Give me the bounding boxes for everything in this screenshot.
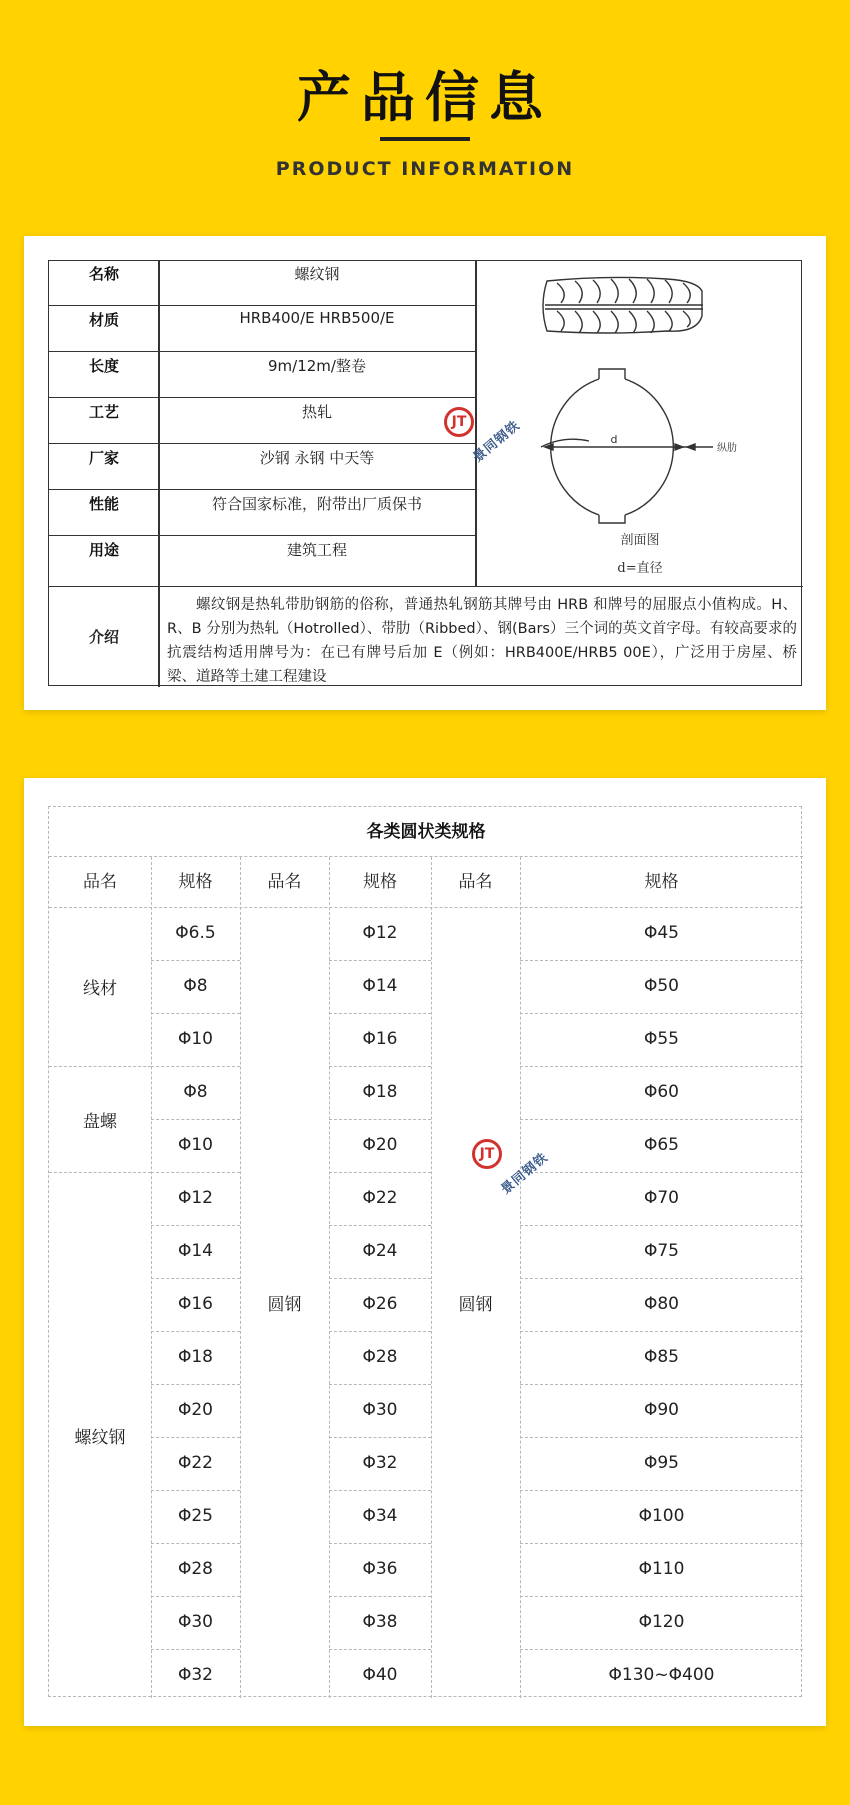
spec-cell: Φ20 — [177, 1400, 213, 1420]
info-label: 性能 — [88, 495, 119, 513]
spec-cell: Φ28 — [177, 1559, 213, 1579]
spec-table — [48, 806, 802, 1697]
info-value: 热轧 — [301, 403, 332, 421]
grid-line — [329, 1278, 431, 1279]
spec-cell: Φ38 — [362, 1612, 398, 1632]
grid-line — [520, 1490, 803, 1491]
grid-line — [520, 1172, 803, 1173]
spec-cell: Φ12 — [362, 923, 398, 943]
spec-cell: Φ14 — [177, 1241, 213, 1261]
grid-line — [151, 1331, 240, 1332]
spec-cell: Φ80 — [643, 1294, 679, 1314]
spec-table-title: 各类圆状类规格 — [49, 807, 803, 857]
brand-logo-text: 景同钢铁 — [470, 418, 524, 466]
info-label: 厂家 — [88, 449, 119, 467]
grid-line — [520, 1119, 803, 1120]
spec-cell: Φ65 — [643, 1135, 679, 1155]
category-cell: 螺纹钢 — [74, 1427, 126, 1448]
product-info-table — [48, 260, 802, 686]
spec-cell: Φ20 — [362, 1135, 398, 1155]
info-value: 符合国家标准，附带出厂质保书 — [211, 495, 422, 513]
grid-line — [520, 1331, 803, 1332]
page-subtitle: PRODUCT INFORMATION — [275, 158, 575, 180]
grid-line — [329, 1013, 431, 1014]
grid-line — [520, 1437, 803, 1438]
category-cell: 线材 — [83, 979, 117, 999]
spec-cell: Φ34 — [362, 1506, 398, 1526]
spec-cell: Φ10 — [177, 1135, 213, 1155]
product-info-card — [24, 236, 826, 710]
spec-cell: Φ30 — [177, 1612, 213, 1632]
spec-cell: Φ30 — [362, 1400, 398, 1420]
spec-cell: Φ40 — [362, 1665, 398, 1685]
spec-cell: Φ32 — [177, 1665, 213, 1685]
info-row — [49, 261, 475, 306]
grid-line — [329, 1331, 431, 1332]
grid-line — [151, 1225, 240, 1226]
info-row — [49, 398, 475, 444]
info-label: 用途 — [88, 541, 119, 559]
diagram-caption: 剖面图 — [620, 533, 660, 548]
spec-cell: Φ8 — [183, 976, 208, 996]
spec-cell: Φ130~Φ400 — [608, 1665, 715, 1685]
grid-line — [329, 1066, 431, 1067]
spec-cell: Φ25 — [177, 1506, 213, 1526]
column-header: 规格 — [178, 872, 213, 892]
rib-label: 纵肋 — [717, 443, 737, 454]
info-label: 名称 — [88, 265, 119, 283]
spec-cell: Φ12 — [177, 1188, 213, 1208]
grid-line — [329, 1119, 431, 1120]
spec-cell: Φ60 — [643, 1082, 679, 1102]
page-title: 产品信息 — [297, 66, 553, 129]
spec-cell: Φ55 — [643, 1029, 679, 1049]
grid-line — [329, 1172, 431, 1173]
spec-cell: Φ75 — [643, 1241, 679, 1261]
info-label: 工艺 — [88, 403, 119, 421]
spec-cell: Φ50 — [643, 976, 679, 996]
spec-cell: Φ22 — [177, 1453, 213, 1473]
grid-line — [520, 1066, 803, 1067]
grid-line — [520, 960, 803, 961]
column-header: 品名 — [267, 872, 302, 892]
info-row — [49, 490, 475, 536]
brand-logo-icon: JT — [444, 407, 474, 437]
category-cell: 圆钢 — [267, 1295, 302, 1315]
info-label: 长度 — [88, 357, 119, 375]
grid-line — [520, 1543, 803, 1544]
brand-logo-icon: JT — [472, 1139, 502, 1169]
info-row — [49, 352, 475, 398]
spec-cell: Φ18 — [177, 1347, 213, 1367]
spec-cell: Φ32 — [362, 1453, 398, 1473]
grid-line — [151, 1119, 240, 1120]
grid-line — [329, 1384, 431, 1385]
title-underline — [380, 137, 470, 141]
info-label: 材质 — [88, 311, 119, 329]
grid-line — [151, 1066, 240, 1067]
spec-cell: Φ110 — [638, 1559, 685, 1579]
info-row — [49, 444, 475, 490]
spec-cell: Φ100 — [638, 1506, 685, 1526]
brand-logo-text: 景同钢铁 — [498, 1150, 552, 1198]
intro-text: 螺纹钢是热轧带肋钢筋的俗称，普通热轧钢筋其牌号由 HRB 和牌号的屈服点小值构成。H、R、B 分别为热轧（Hotrolled）、带肋（Ribbed）、钢(Bars）三个词的英文首字母。有较高要求的抗震结构适用牌号为：在已有牌号后加 E（例如：HRB400E/HRB5 00E），广泛用于房屋、桥梁、道路等土建工程建设 — [167, 597, 797, 685]
grid-line — [520, 1384, 803, 1385]
grid-line — [329, 1225, 431, 1226]
grid-line — [151, 1543, 240, 1544]
spec-cell: Φ8 — [183, 1082, 208, 1102]
grid-line — [151, 1278, 240, 1279]
info-value: HRB400/E HRB500/E — [239, 309, 395, 327]
spec-cell: Φ70 — [643, 1188, 679, 1208]
grid-line — [329, 1649, 431, 1650]
grid-line — [520, 1278, 803, 1279]
spec-cell: Φ16 — [177, 1294, 213, 1314]
grid-line — [329, 1596, 431, 1597]
info-value: 沙钢 永钢 中天等 — [259, 449, 375, 467]
grid-line — [49, 1172, 151, 1173]
spec-cell: Φ95 — [643, 1453, 679, 1473]
category-cell: 盘螺 — [83, 1111, 117, 1132]
spec-cell: Φ120 — [638, 1612, 685, 1632]
column-header: 品名 — [458, 872, 493, 892]
spec-cell: Φ24 — [362, 1241, 398, 1261]
column-header: 规格 — [363, 872, 397, 892]
column-header: 品名 — [83, 872, 117, 892]
grid-line — [520, 1225, 803, 1226]
grid-line — [520, 1649, 803, 1650]
spec-cell: Φ10 — [177, 1029, 213, 1049]
page-header — [0, 0, 850, 200]
spec-cell: Φ6.5 — [175, 923, 216, 943]
diameter-label: d — [610, 433, 618, 446]
grid-line — [151, 1013, 240, 1014]
spec-cell: Φ18 — [362, 1082, 398, 1102]
spec-cell: Φ90 — [643, 1400, 679, 1420]
grid-line — [151, 1649, 240, 1650]
diagram-legend: d=直径 — [617, 561, 663, 576]
grid-line — [49, 1066, 151, 1067]
category-cell: 圆钢 — [458, 1295, 493, 1315]
grid-line — [151, 1596, 240, 1597]
intro-label: 介绍 — [88, 628, 119, 646]
grid-line — [329, 1490, 431, 1491]
spec-cell: Φ85 — [643, 1347, 679, 1367]
grid-line — [520, 1013, 803, 1014]
spec-cell: Φ14 — [362, 976, 398, 996]
grid-line — [151, 1172, 240, 1173]
grid-line — [329, 1437, 431, 1438]
info-value: 9m/12m/整卷 — [268, 357, 366, 375]
info-value: 建筑工程 — [286, 541, 347, 559]
grid-line — [151, 1490, 240, 1491]
spec-cell: Φ26 — [362, 1294, 398, 1314]
spec-card — [24, 778, 826, 1726]
grid-line — [151, 960, 240, 961]
grid-line — [329, 960, 431, 961]
column-header: 规格 — [644, 872, 679, 892]
rebar-diagram — [477, 261, 803, 587]
grid-line — [151, 1437, 240, 1438]
grid-line — [329, 1543, 431, 1544]
spec-cell: Φ36 — [362, 1559, 398, 1579]
grid-line — [520, 1596, 803, 1597]
spec-cell: Φ22 — [362, 1188, 398, 1208]
grid-line — [151, 1384, 240, 1385]
spec-cell: Φ16 — [362, 1029, 398, 1049]
spec-cell: Φ45 — [643, 923, 679, 943]
brand-watermark — [472, 1133, 552, 1198]
brand-watermark — [444, 401, 524, 466]
info-row — [49, 306, 475, 352]
spec-cell: Φ28 — [362, 1347, 398, 1367]
info-value: 螺纹钢 — [294, 265, 340, 283]
